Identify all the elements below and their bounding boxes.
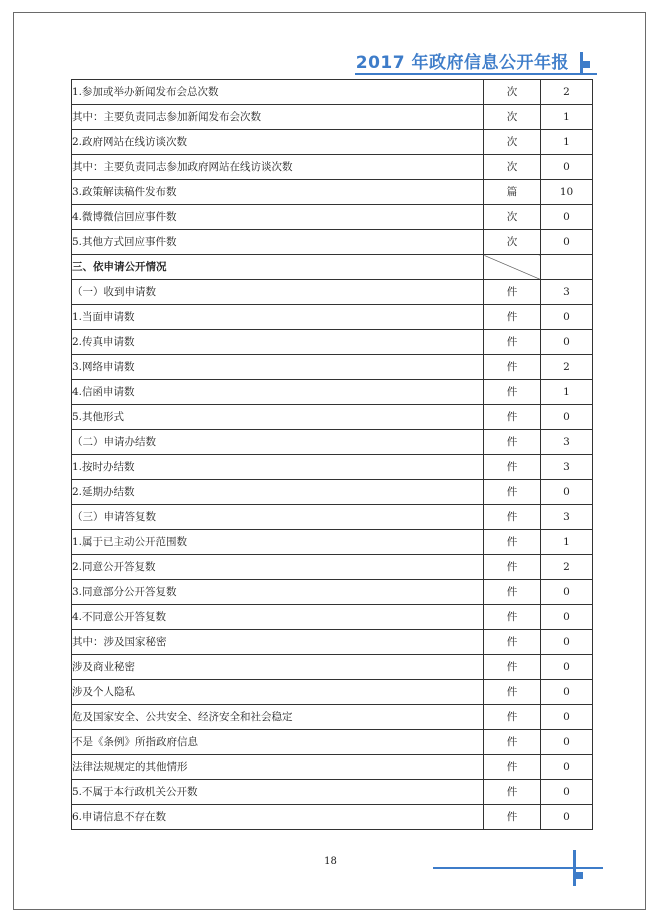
- row-value: 3: [541, 430, 593, 455]
- row-item-label: 2.传真申请数: [72, 330, 484, 355]
- row-value: 0: [541, 680, 593, 705]
- table-row: [72, 580, 593, 605]
- table-row: [72, 330, 593, 355]
- row-item-label: 3.网络申请数: [72, 355, 484, 380]
- row-value: 0: [541, 805, 593, 830]
- row-value: 0: [541, 730, 593, 755]
- table-row: [72, 155, 593, 180]
- row-item-label: 危及国家安全、公共安全、经济安全和社会稳定: [72, 705, 484, 730]
- row-item-label: 其中：主要负责同志参加政府网站在线访谈次数: [72, 155, 484, 180]
- row-unit: 篇: [484, 180, 541, 205]
- row-item-label: 2.延期办结数: [72, 480, 484, 505]
- table-row: [72, 630, 593, 655]
- row-item-label: 5.其他方式回应事件数: [72, 230, 484, 255]
- row-unit: 件: [484, 455, 541, 480]
- row-unit: 次: [484, 230, 541, 255]
- header-corner-square: [583, 61, 590, 68]
- table-row: [72, 105, 593, 130]
- row-value: 0: [541, 230, 593, 255]
- table-row: [72, 705, 593, 730]
- table-row: [72, 355, 593, 380]
- row-item-label: 1.当面申请数: [72, 305, 484, 330]
- row-unit: 件: [484, 355, 541, 380]
- row-unit: 件: [484, 555, 541, 580]
- row-value: 1: [541, 530, 593, 555]
- row-item-label: 3.政策解读稿件发布数: [72, 180, 484, 205]
- row-item-label: 5.不属于本行政机关公开数: [72, 780, 484, 805]
- table-row: [72, 280, 593, 305]
- row-item-label: 其中：主要负责同志参加新闻发布会次数: [72, 105, 484, 130]
- row-item-label: 1.属于已主动公开范围数: [72, 530, 484, 555]
- row-value: 0: [541, 580, 593, 605]
- row-unit: 件: [484, 730, 541, 755]
- row-value: 0: [541, 705, 593, 730]
- row-unit: 件: [484, 680, 541, 705]
- table-row: [72, 230, 593, 255]
- row-unit: 件: [484, 655, 541, 680]
- row-unit: 件: [484, 605, 541, 630]
- row-value: 0: [541, 780, 593, 805]
- row-item-label: 涉及商业秘密: [72, 655, 484, 680]
- row-item-label: 4.信函申请数: [72, 380, 484, 405]
- row-unit: 次: [484, 155, 541, 180]
- row-unit: 次: [484, 130, 541, 155]
- row-value: 3: [541, 505, 593, 530]
- row-value: 1: [541, 105, 593, 130]
- section-header-row: [72, 255, 593, 280]
- row-item-label: 1.参加或举办新闻发布会总次数: [72, 80, 484, 105]
- table-row: [72, 305, 593, 330]
- row-value: 3: [541, 455, 593, 480]
- row-value: 0: [541, 330, 593, 355]
- table-row: [72, 130, 593, 155]
- row-unit: 件: [484, 330, 541, 355]
- table-row: [72, 680, 593, 705]
- table-row: [72, 530, 593, 555]
- empty-value-cell: [541, 255, 593, 280]
- row-unit: 件: [484, 505, 541, 530]
- row-value: 0: [541, 205, 593, 230]
- table-row: [72, 455, 593, 480]
- row-unit: 件: [484, 280, 541, 305]
- row-unit: 件: [484, 805, 541, 830]
- row-item-label: （二）申请办结数: [72, 430, 484, 455]
- table-row: [72, 430, 593, 455]
- table-row: [72, 655, 593, 680]
- row-unit: 件: [484, 405, 541, 430]
- table-row: [72, 805, 593, 830]
- diagonal-empty-cell: [484, 255, 541, 280]
- row-value: 0: [541, 305, 593, 330]
- row-value: 3: [541, 280, 593, 305]
- table-row: [72, 205, 593, 230]
- row-item-label: 4.微博微信回应事件数: [72, 205, 484, 230]
- row-value: 0: [541, 405, 593, 430]
- header-rule: [355, 73, 580, 75]
- row-item-label: 2.同意公开答复数: [72, 555, 484, 580]
- row-unit: 次: [484, 205, 541, 230]
- row-value: 2: [541, 80, 593, 105]
- row-value: 2: [541, 355, 593, 380]
- row-unit: 件: [484, 530, 541, 555]
- row-unit: 件: [484, 705, 541, 730]
- row-item-label: （三）申请答复数: [72, 505, 484, 530]
- row-item-label: 4.不同意公开答复数: [72, 605, 484, 630]
- row-unit: 件: [484, 630, 541, 655]
- row-unit: 件: [484, 580, 541, 605]
- row-value: 0: [541, 480, 593, 505]
- row-value: 0: [541, 155, 593, 180]
- row-unit: 件: [484, 755, 541, 780]
- table-row: [72, 780, 593, 805]
- report-header-title: 2017 年政府信息公开年报: [355, 53, 569, 73]
- row-value: 1: [541, 380, 593, 405]
- row-item-label: 其中：涉及国家秘密: [72, 630, 484, 655]
- table-row: [72, 605, 593, 630]
- section-title: 三、依申请公开情况: [72, 255, 484, 280]
- table-row: [72, 755, 593, 780]
- row-item-label: 不是《条例》所指政府信息: [72, 730, 484, 755]
- table-row: [72, 380, 593, 405]
- row-value: 0: [541, 655, 593, 680]
- row-item-label: 6.申请信息不存在数: [72, 805, 484, 830]
- table-row: [72, 405, 593, 430]
- row-unit: 次: [484, 80, 541, 105]
- row-value: 0: [541, 755, 593, 780]
- row-unit: 件: [484, 780, 541, 805]
- header-rule-extension: [583, 73, 597, 75]
- footer-corner-mark: [573, 850, 576, 886]
- table-row: [72, 480, 593, 505]
- row-item-label: 法律法规规定的其他情形: [72, 755, 484, 780]
- row-value: 1: [541, 130, 593, 155]
- page-number: 18: [324, 856, 337, 867]
- row-unit: 件: [484, 305, 541, 330]
- row-value: 0: [541, 605, 593, 630]
- row-unit: 件: [484, 480, 541, 505]
- row-value: 2: [541, 555, 593, 580]
- table-row: [72, 730, 593, 755]
- row-unit: 次: [484, 105, 541, 130]
- row-unit: 件: [484, 430, 541, 455]
- row-item-label: 5.其他形式: [72, 405, 484, 430]
- table-row: [72, 505, 593, 530]
- statistics-table: [71, 79, 593, 830]
- row-item-label: 3.同意部分公开答复数: [72, 580, 484, 605]
- row-value: 0: [541, 630, 593, 655]
- row-item-label: 涉及个人隐私: [72, 680, 484, 705]
- footer-rule: [433, 867, 603, 869]
- footer-corner-square: [576, 872, 583, 879]
- row-value: 10: [541, 180, 593, 205]
- table-row: [72, 555, 593, 580]
- statistics-table-body: [72, 80, 593, 830]
- row-unit: 件: [484, 380, 541, 405]
- row-item-label: 2.政府网站在线访谈次数: [72, 130, 484, 155]
- table-row: [72, 180, 593, 205]
- row-item-label: （一）收到申请数: [72, 280, 484, 305]
- row-item-label: 1.按时办结数: [72, 455, 484, 480]
- table-row: [72, 80, 593, 105]
